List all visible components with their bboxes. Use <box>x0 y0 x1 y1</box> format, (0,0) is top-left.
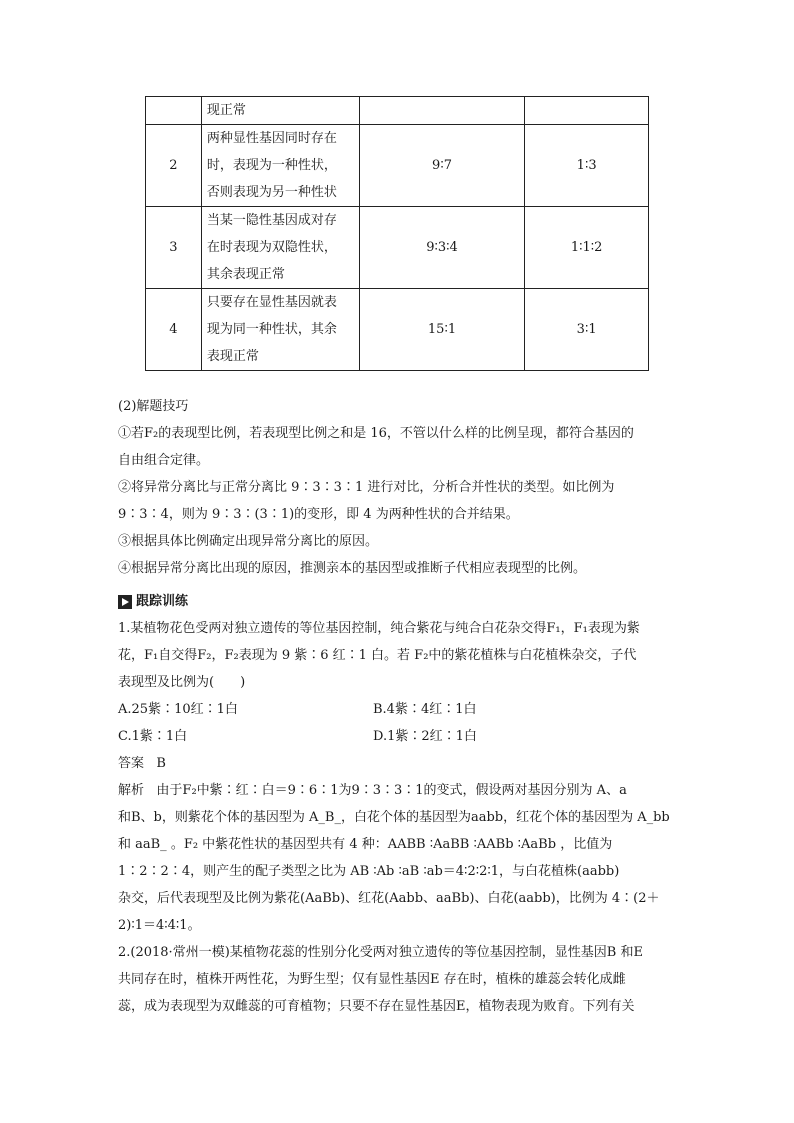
tip-line: 9∶3∶4，则为 9∶3∶(3∶1)的变形，即 4 为两种性状的合并结果。 <box>118 507 519 522</box>
question-stem-line: 1.某植物花色受两对独立遗传的等位基因控制，纯合紫花与纯合白花杂交得F₁，F₁表现为紫 <box>118 621 640 636</box>
question-stem-line: 2.(2018·常州一模)某植物花蕊的性别分化受两对独立遗传的等位基因控制，显性基因B 和E <box>118 945 643 960</box>
analysis-line <box>118 777 680 804</box>
condition-cell <box>201 207 359 289</box>
row-number: 4 <box>146 289 202 371</box>
table-row <box>146 289 649 371</box>
section-title: 跟踪训练 <box>136 594 189 609</box>
option-c[interactable]: C.1紫∶1白 <box>118 729 188 744</box>
condition-line: 两种显性基因同时存在 <box>206 131 337 146</box>
ratio-table <box>145 96 649 371</box>
question-stem-line: 共同存在时，植株开两性花，为野生型；仅有显性基因E 存在时，植株的雄蕊会转化成雌 <box>118 972 626 987</box>
table-row <box>146 97 649 125</box>
analysis-line: 1∶2∶2∶4，则产生的配子类型之比为 AB ∶Ab ∶aB ∶ab＝4∶2∶2∶1，与白花植株(aabb) <box>118 864 620 879</box>
tip-line: ③根据具体比例确定出现异常分离比的原因。 <box>118 534 379 549</box>
analysis-line: 和 aaB_ 。F₂ 中紫花性状的基因型共有 4 种：AABB ∶AaBB ∶AABb ∶AaBb ，比值为 <box>118 837 613 852</box>
option-a[interactable]: A.25紫∶10红∶1白 <box>118 702 238 717</box>
question-1 <box>118 615 680 939</box>
question-stem-line: 表现型及比例为( ) <box>118 675 246 690</box>
solving-tips <box>118 393 680 582</box>
condition-line: 否则表现为另一种性状 <box>206 185 337 200</box>
testcross-ratio-cell <box>525 97 649 125</box>
f2-ratio-cell: 15∶1 <box>359 289 525 371</box>
condition-line: 当某一隐性基因成对存 <box>206 213 337 228</box>
row-number: 2 <box>146 125 202 207</box>
tip-line: ②将异常分离比与正常分离比 9∶3∶3∶1 进行对比，分析合并性状的类型。如比例为 <box>118 480 615 495</box>
condition-line: 时，表现为一种性状， <box>206 158 337 173</box>
table-row <box>146 207 649 289</box>
answer-value: B <box>156 756 166 771</box>
row-number <box>146 97 202 125</box>
tip-line: ①若F₂的表现型比例，若表现型比例之和是 16，不管以什么样的比例呈现，都符合基因的 <box>118 426 634 441</box>
answer-line <box>118 750 680 777</box>
tip-line: ④根据异常分离比出现的原因，推测亲本的基因型或推断子代相应表现型的比例。 <box>118 561 587 576</box>
f2-ratio-cell <box>359 97 525 125</box>
testcross-ratio-cell: 1∶1∶2 <box>525 207 649 289</box>
analysis-label: 解析 <box>118 783 145 798</box>
answer-label: 答案 <box>118 756 145 771</box>
f2-ratio-cell: 9∶3∶4 <box>359 207 525 289</box>
option-b[interactable]: B.4紫∶4红∶1白 <box>373 702 477 717</box>
condition-cell <box>201 125 359 207</box>
testcross-ratio-cell: 3∶1 <box>525 289 649 371</box>
table-row <box>146 125 649 207</box>
question-2 <box>118 939 680 1020</box>
condition-line: 只要存在显性基因就表 <box>206 295 337 310</box>
options <box>118 696 680 750</box>
row-number: 3 <box>146 207 202 289</box>
condition-cell <box>201 289 359 371</box>
condition-line: 在时表现为双隐性状， <box>206 240 337 255</box>
condition-line: 表现正常 <box>206 349 259 364</box>
analysis-line: 2)∶1＝4∶4∶1。 <box>118 918 201 933</box>
testcross-ratio-cell: 1∶3 <box>525 125 649 207</box>
analysis-text: 由于F₂中紫∶红∶白＝9∶6∶1为9∶3∶3∶1的变式，假设两对基因分别为 A、a <box>156 783 627 798</box>
f2-ratio-cell: 9∶7 <box>359 125 525 207</box>
analysis-line: 和B、b，则紫花个体的基因型为 A_B_，白花个体的基因型为aabb，红花个体的基因型为 A_bb <box>118 810 670 825</box>
question-stem-line: 蕊，成为表现型为双雌蕊的可育植物；只要不存在显性基因E，植物表现为败育。下列有关 <box>118 999 635 1014</box>
tips-title: (2)解题技巧 <box>118 399 189 414</box>
question-stem-line: 花，F₁自交得F₂，F₂表现为 9 紫∶6 红∶1 白。若 F₂中的紫花植株与白花植株杂交，子代 <box>118 648 637 663</box>
practice-section <box>118 588 680 1020</box>
analysis-line: 杂交，后代表现型及比例为紫花(AaBb)、红花(Aabb、aaBb)、白花(aabb)，比例为 4∶(2＋ <box>118 891 660 906</box>
condition-cell <box>201 97 359 125</box>
option-d[interactable]: D.1紫∶2红∶1白 <box>373 729 477 744</box>
condition-line: 其余表现正常 <box>206 267 285 282</box>
tip-line: 自由组合定律。 <box>118 453 210 468</box>
condition-line: 现正常 <box>206 103 246 118</box>
section-header <box>118 588 680 615</box>
play-triangle-icon <box>118 595 132 609</box>
condition-line: 现为同一种性状，其余 <box>206 322 337 337</box>
